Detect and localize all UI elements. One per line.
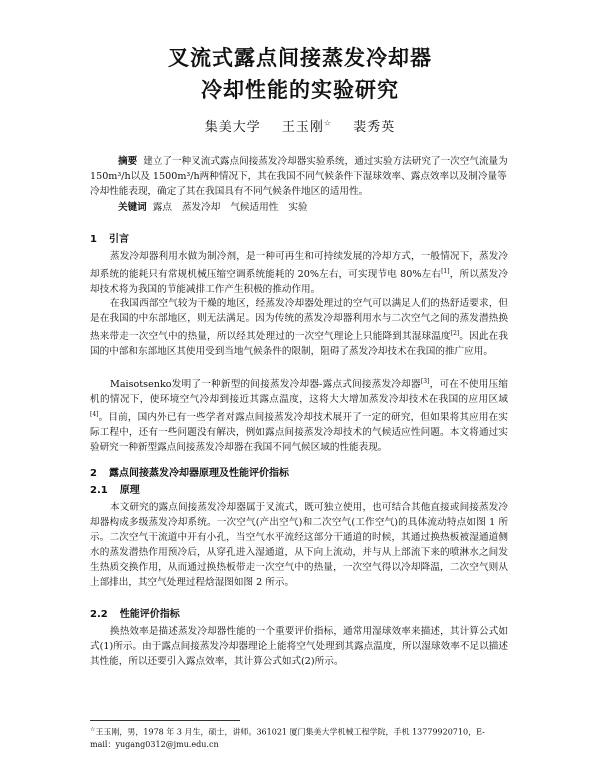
section-2-1-title: 原理: [119, 485, 140, 496]
author-2: 裴秀英: [353, 120, 396, 135]
affiliation: 集美大学: [204, 120, 261, 135]
authors-line: [0, 116, 600, 135]
title-line-1: 叉流式露点间接蒸发冷却器: [168, 46, 432, 70]
section-2-title: 露点间接蒸发冷却器原理及性能评价指标: [108, 468, 289, 479]
paragraph-text: ，可在不使用压缩机的情况下，使环境空气冷却到接近其露点温度，这将大大增加蒸发冷却技术在我国的应用区域: [90, 379, 508, 406]
abstract: [90, 154, 508, 199]
paragraph-text: 蒸发冷却器利用水做为制冷剂，是一种可再生和可持续发展的冷却方式，一般情况下，蒸发冷却系统的能耗只有常规机械压缩空调系统能耗的 20%左右，可实现节电 80%左右: [90, 251, 508, 281]
citation: [3]: [420, 378, 430, 385]
paragraph-text: ，所以蒸发冷却技术将为我国的节能减排工作产生积极的推动作用。: [90, 269, 509, 296]
section-1-paragraph-3: [90, 374, 508, 455]
section-2-2-title: 性能评价指标: [119, 609, 180, 620]
author-1: [282, 120, 332, 135]
section-2-2-heading: [90, 608, 180, 622]
footnote-divider: [90, 720, 240, 721]
keyword: 气候适用性: [230, 202, 279, 213]
paragraph-text: 。目前，国内外已有一些学者对露点间接蒸发冷却技术展开了一定的研究，但如果将其应用在实际工程中，还有一些问题没有解决，例如露点间接蒸发冷却技术的气候适应性问题。本文将通过实验研究一种新型露点间接蒸发冷却器在我国不同气候区域的性能表现。: [90, 412, 508, 454]
keyword: 实验: [288, 202, 308, 213]
section-1-heading: [90, 233, 129, 247]
paragraph-text: 在我国西部空气较为干燥的地区，经蒸发冷却器处理过的空气可以满足人们的热舒适要求，但是在我国的中东部地区，则无法满足。因为传统的蒸发冷却器利用水与二次空气之间的蒸发潜热换热来带走一次空气中的热量，所以经其处理过的一次空气理论上只能降到其湿球温度: [90, 298, 508, 343]
section-2-1-number: 2.1: [90, 485, 108, 496]
section-2-2-paragraph: 换热效率是描述蒸发冷却器性能的一个重要评价指标，通常用湿球效率来描述，其计算公式如式(1)所示。由于露点间接蒸发冷却器理论上能将空气处理到其露点温度，所以湿球效率不足以描述其性能，所以还要引入露点效率，其计算公式如式(2)所示。: [90, 626, 508, 667]
footnote: [90, 724, 508, 751]
keywords-label: 关键词: [118, 202, 147, 213]
keyword: 露点: [152, 202, 172, 213]
section-1-paragraph-2: [90, 296, 508, 359]
citation: [2]: [450, 330, 460, 337]
abstract-text: 建立了一种叉流式露点间接蒸发冷却器实验系统，通过实验方法研究了一次空气流量为 150m³/h以及 1500m³/h两种情况下，其在我国不同气候条件下湿球效率、露点效率以及制冷量等冷却性能表现，确定了其在我国具有不同气候条件地区的适用性。: [90, 156, 508, 197]
section-1-title: 引言: [108, 234, 129, 245]
keywords: [90, 200, 508, 215]
title-line-2: 冷却性能的实验研究: [201, 78, 399, 102]
footnote-text: 王玉刚，男，1978 年 3 月生，硕士，讲师。361021 厦门集美大学机械工程学院，手机 13779920710，E-mail：yugang0312@jmu.edu.cn: [90, 727, 485, 749]
keyword: 蒸发冷却: [181, 202, 221, 213]
author-1-name: 王玉刚: [281, 120, 324, 135]
paragraph-text: 。因此在我国的中部和东部地区其使用受到当地气候条件的限制，阻碍了蒸发冷却技术在我国的推广应用。: [90, 331, 508, 358]
footnote-mark: ☆: [90, 726, 96, 733]
section-2-1-heading: [90, 484, 140, 498]
section-1-number: 1: [90, 234, 97, 245]
section-1-paragraph-1: [90, 249, 508, 297]
citation: [1]: [441, 268, 450, 275]
section-2-2-number: 2.2: [90, 609, 108, 620]
section-2-number: 2: [90, 468, 97, 479]
section-2-heading: [90, 467, 289, 481]
citation: [4]: [90, 411, 99, 419]
author-1-mark: ☆: [323, 118, 333, 128]
paragraph-text: Maisotsenko发明了一种新型的间接蒸发冷却器-露点式间接蒸发冷却器: [110, 379, 421, 391]
abstract-label: 摘要: [118, 156, 138, 167]
section-2-1-paragraph: 本文研究的露点间接蒸发冷却器属于叉流式，既可独立使用，也可结合其他直接或间接蒸发冷却器构成多级蒸发冷却系统。一次空气(产出空气)和二次空气(工作空气)的具体流动特点如图 1 所示。二次空气干流道中开有小孔，当空气水平流经这部分干通道的时候，其通过换热板被湿通道侧水的蒸发潜热作用预冷后，从穿孔进入湿通道，从下向上流动，并与从上部流下来的喷淋水之间发生热质交换作用，从而通过换热板带走一次空气中的热量，一次空气得以冷却降温，二次空气则从上部排出，其空气处理过程焓湿图如图 2 所示。: [90, 502, 508, 588]
